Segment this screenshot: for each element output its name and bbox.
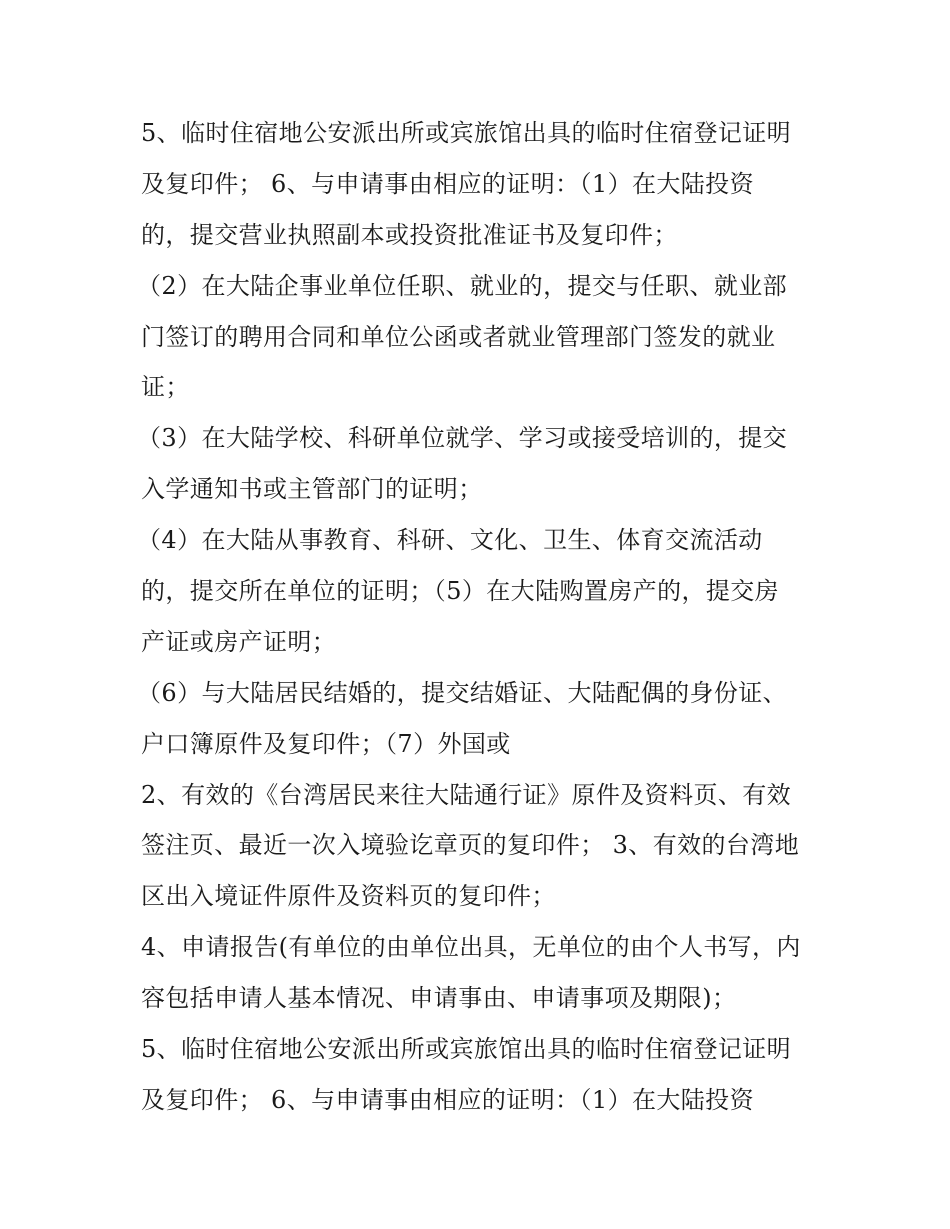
text-line: 的，提交营业执照副本或投资批准证书及复印件； bbox=[141, 220, 678, 249]
text-line: 区出入境证件原件及资料页的复印件； bbox=[141, 882, 556, 911]
document-body bbox=[137, 108, 841, 1126]
text-line: 证； bbox=[141, 373, 190, 402]
text-line: （4）在大陆从事教育、科研、文化、卫生、体育交流活动 bbox=[137, 526, 763, 555]
text-line: 5、临时住宿地公安派出所或宾旅馆出具的临时住宿登记证明 bbox=[141, 1035, 792, 1064]
text-line: 产证或房产证明； bbox=[141, 627, 337, 656]
text-line: （3）在大陆学校、科研单位就学、学习或接受培训的，提交 bbox=[137, 424, 788, 453]
text-line: 容包括申请人基本情况、申请事由、申请事项及期限)； bbox=[141, 984, 737, 1013]
text-line: 的，提交所在单位的证明；（5）在大陆购置房产的，提交房 bbox=[141, 577, 780, 606]
text-line: （6）与大陆居民结婚的，提交结婚证、大陆配偶的身份证、 bbox=[137, 678, 788, 707]
text-line: 4、申请报告(有单位的由单位出具，无单位的由个人书写，内 bbox=[141, 933, 801, 962]
text-line: （2）在大陆企事业单位任职、就业的，提交与任职、就业部 bbox=[137, 271, 788, 300]
text-line: 签注页、最近一次入境验讫章页的复印件； 3、有效的台湾地 bbox=[141, 831, 800, 860]
text-line: 及复印件； 6、与申请事由相应的证明：（1）在大陆投资 bbox=[141, 169, 754, 198]
text-line: 及复印件； 6、与申请事由相应的证明：（1）在大陆投资 bbox=[141, 1085, 754, 1114]
text-line: 入学通知书或主管部门的证明； bbox=[141, 475, 483, 504]
text-line: 2、有效的《台湾居民来往大陆通行证》原件及资料页、有效 bbox=[141, 780, 792, 809]
text-line: 5、临时住宿地公安派出所或宾旅馆出具的临时住宿登记证明 bbox=[141, 119, 792, 147]
text-line: 户口簿原件及复印件；（7）外国或 bbox=[141, 729, 511, 758]
text-line: 门签订的聘用合同和单位公函或者就业管理部门签发的就业 bbox=[141, 322, 776, 351]
